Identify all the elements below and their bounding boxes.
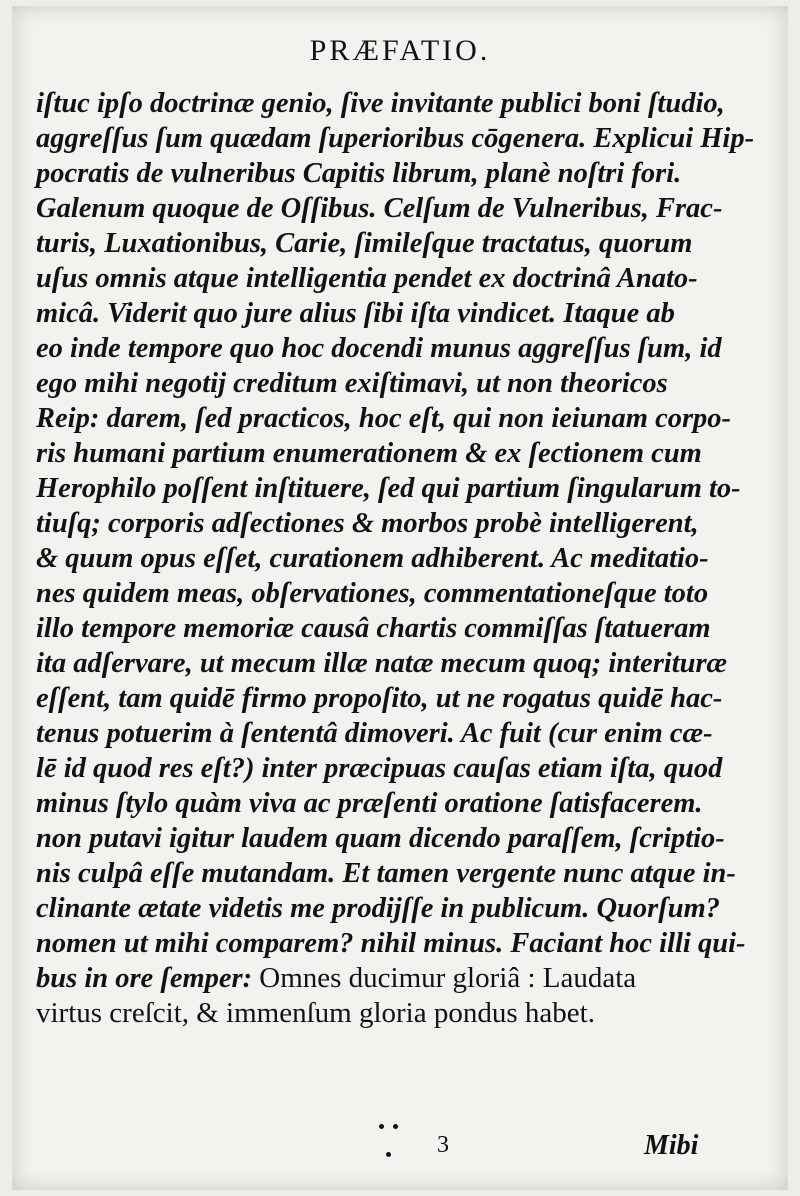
book-page <box>12 6 788 1190</box>
text-line: lē id quod res eſt?) inter præcipuas cauſas etiam iſta, quod <box>36 753 723 784</box>
signature-dots <box>377 1124 407 1164</box>
text-line: eſſent, tam quidē firmo propoſito, ut ne rogatus quidē hac- <box>36 683 723 714</box>
text-line: ita adſervare, ut mecum illæ natæ mecum quoq; interituræ <box>36 648 728 679</box>
text-line: tenus potuerim à ſententâ dimoveri. Ac fuit (cur enim cæ- <box>36 718 713 749</box>
text-line: pocratis de vulneribus Capitis librum, planè noſtri fori. <box>36 158 682 189</box>
text-line: nis culpâ eſſe mutandam. Et tamen vergente nunc atque in- <box>36 858 736 889</box>
quote-roman-2: virtus creſcit, & immenſum gloria pondus habet. <box>36 997 595 1029</box>
text-line: Galenum quoque de Oſſibus. Celſum de Vulneribus, Frac- <box>36 193 723 224</box>
body-text <box>36 86 755 1031</box>
text-line-lead: bus in ore ſemper: <box>36 963 253 994</box>
text-line: nomen ut mihi comparem? nihil minus. Faciant hoc illi qui- <box>36 928 746 959</box>
text-line: ego mihi negotij creditum exiſtimavi, ut non theoricos <box>36 368 668 399</box>
text-line: iſtuc ipſo doctrinæ genio, ſive invitante publici boni ſtudio, <box>36 88 725 119</box>
text-line: eo inde tempore quo hoc docendi munus aggreſſus ſum, id <box>36 333 722 364</box>
text-line: clinante ætate videtis me prodijſſe in publicum. Quorſum? <box>36 893 720 924</box>
text-line: non putavi igitur laudem quam dicendo paraſſem, ſcriptio- <box>36 823 725 854</box>
text-line: uſus omnis atque intelligentia pendet ex doctrinâ Anato- <box>36 263 698 294</box>
text-line: Herophilo poſſent inſtituere, ſed qui partium ſingularum to- <box>36 473 741 504</box>
quote-roman-1: Omnes ducimur gloriâ : Laudata <box>259 962 637 994</box>
catchword: Mibi <box>644 1130 699 1161</box>
text-line: aggreſſus ſum quædam ſuperioribus cōgenera. Explicui Hip- <box>36 123 755 154</box>
signature-mark: 3 <box>437 1132 450 1158</box>
text-line: ris humani partium enumerationem & ex ſectionem cum <box>36 438 702 469</box>
text-line: micâ. Viderit quo jure alius ſibi iſta vindicet. Itaque ab <box>36 298 675 329</box>
text-line: nes quidem meas, obſervationes, commentationeſque toto <box>36 578 709 609</box>
text-line: minus ſtylo quàm viva ac præſenti oratione ſatisfacerem. <box>36 788 703 819</box>
text-line: Reip: darem, ſed practicos, hoc eſt, qui non ieiunam corpo- <box>36 403 732 434</box>
text-line: illo tempore memoriæ causâ chartis commiſſas ſtatueram <box>36 613 711 644</box>
text-line-with-quote <box>36 961 726 996</box>
text-line: & quum opus eſſet, curationem adhiberent. Ac meditatio- <box>36 543 709 574</box>
text-line: turis, Luxationibus, Carie, ſimileſque tractatus, quorum <box>36 228 693 259</box>
text-line: tiuſq; corporis adſectiones & morbos probè intelligerent, <box>36 508 699 539</box>
running-head: PRÆFATIO. <box>309 34 491 67</box>
